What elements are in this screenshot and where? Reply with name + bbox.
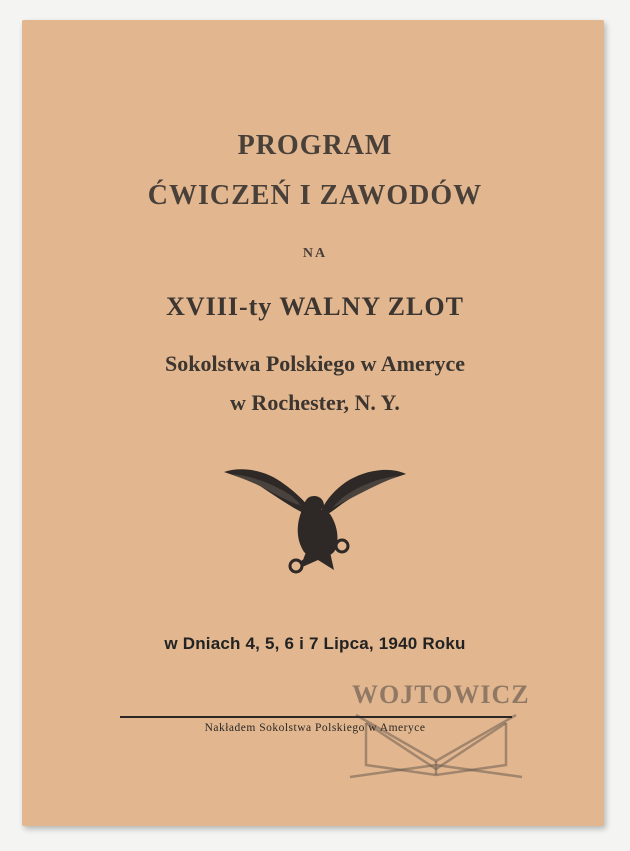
title-exercises: ĆWICZEŃ I ZAWODÓW	[147, 180, 483, 211]
falcon-emblem-icon	[222, 462, 408, 580]
footer-rule	[120, 716, 512, 718]
title-rally: XVIII-ty WALNY ZLOT	[166, 292, 464, 321]
publisher-line: Nakładem Sokolstwa Polskiego w Ameryce	[204, 722, 426, 734]
title-program: PROGRAM	[237, 130, 393, 161]
event-dates: w Dniach 4, 5, 6 i 7 Lipca, 1940 Roku	[164, 634, 466, 653]
title-location: w Rochester, N. Y.	[230, 390, 400, 415]
title-na: NA	[302, 246, 328, 261]
watermark-stamp: WOJTOWICZ	[352, 680, 530, 709]
title-organization: Sokolstwa Polskiego w Ameryce	[164, 351, 466, 376]
